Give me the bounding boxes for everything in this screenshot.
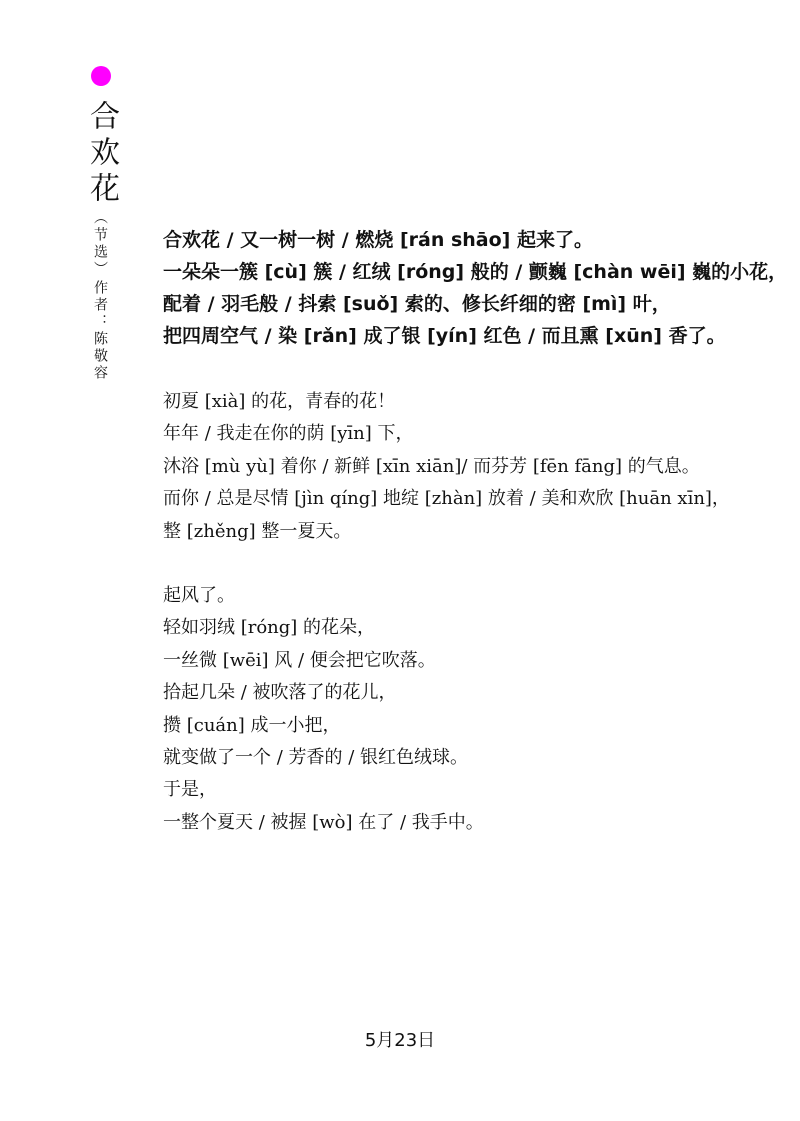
poem-line: 整 [zhěng] 整一夏天。 xyxy=(163,520,352,542)
poem-line: 起风了。 xyxy=(163,585,235,606)
poem-line: 把四周空气 / 染 [rǎn] 成了银 [yín] 红色 / 而且熏 [xūn] 香了。 xyxy=(163,325,726,347)
footer-date: 5月23日 xyxy=(364,1030,436,1051)
stanza-2 xyxy=(163,386,730,548)
poem-line: 沐浴 [mù yù] 着你 / 新鲜 [xīn xiān]/ 而芬芳 [fēn fāng] 的气息。 xyxy=(163,455,700,477)
poem-line: 初夏 [xià] 的花，青春的花！ xyxy=(163,391,396,412)
stanza-1 xyxy=(163,224,787,352)
poem-line: 于是， xyxy=(163,779,217,801)
poem-line: 一整个夏天 / 被握 [wò] 在了 / 我手中。 xyxy=(163,811,484,833)
poem-line: 年年 / 我走在你的荫 [yīn] 下， xyxy=(163,423,414,445)
poem-line: 就变做了一个 / 芳香的 / 银红色绒球。 xyxy=(163,746,469,768)
accent-dot xyxy=(91,66,111,86)
poem-line: 轻如羽绒 [róng] 的花朵， xyxy=(163,617,376,639)
poem-line: 一丝微 [wēi] 风 / 便会把它吹落。 xyxy=(163,649,436,671)
poem-line: 一朵朵一簇 [cù] 簇 / 红绒 [róng] 般的 / 颤巍 [chàn wēi] 巍的小花， xyxy=(163,261,788,283)
stanza-3 xyxy=(163,580,484,839)
poem-line: 攒 [cuán] 成一小把， xyxy=(163,714,341,736)
poem-title: 合欢花 xyxy=(84,100,119,208)
poem-subtitle: （节选） xyxy=(92,210,108,278)
poem-line: 配着 / 羽毛般 / 抖索 [suǒ] 索的、修长纤细的密 [mì] 叶， xyxy=(163,293,671,315)
poem-line: 而你 / 总是尽情 [jìn qíng] 地绽 [zhàn] 放着 / 美和欢欣 [huān xīn]， xyxy=(163,488,730,510)
poem-author: 作者：陈敬容 xyxy=(92,280,108,382)
poem-line: 合欢花 / 又一树一树 / 燃烧 [rán shāo] 起来了。 xyxy=(163,229,593,251)
poem-line: 拾起几朵 / 被吹落了的花儿， xyxy=(163,682,397,704)
